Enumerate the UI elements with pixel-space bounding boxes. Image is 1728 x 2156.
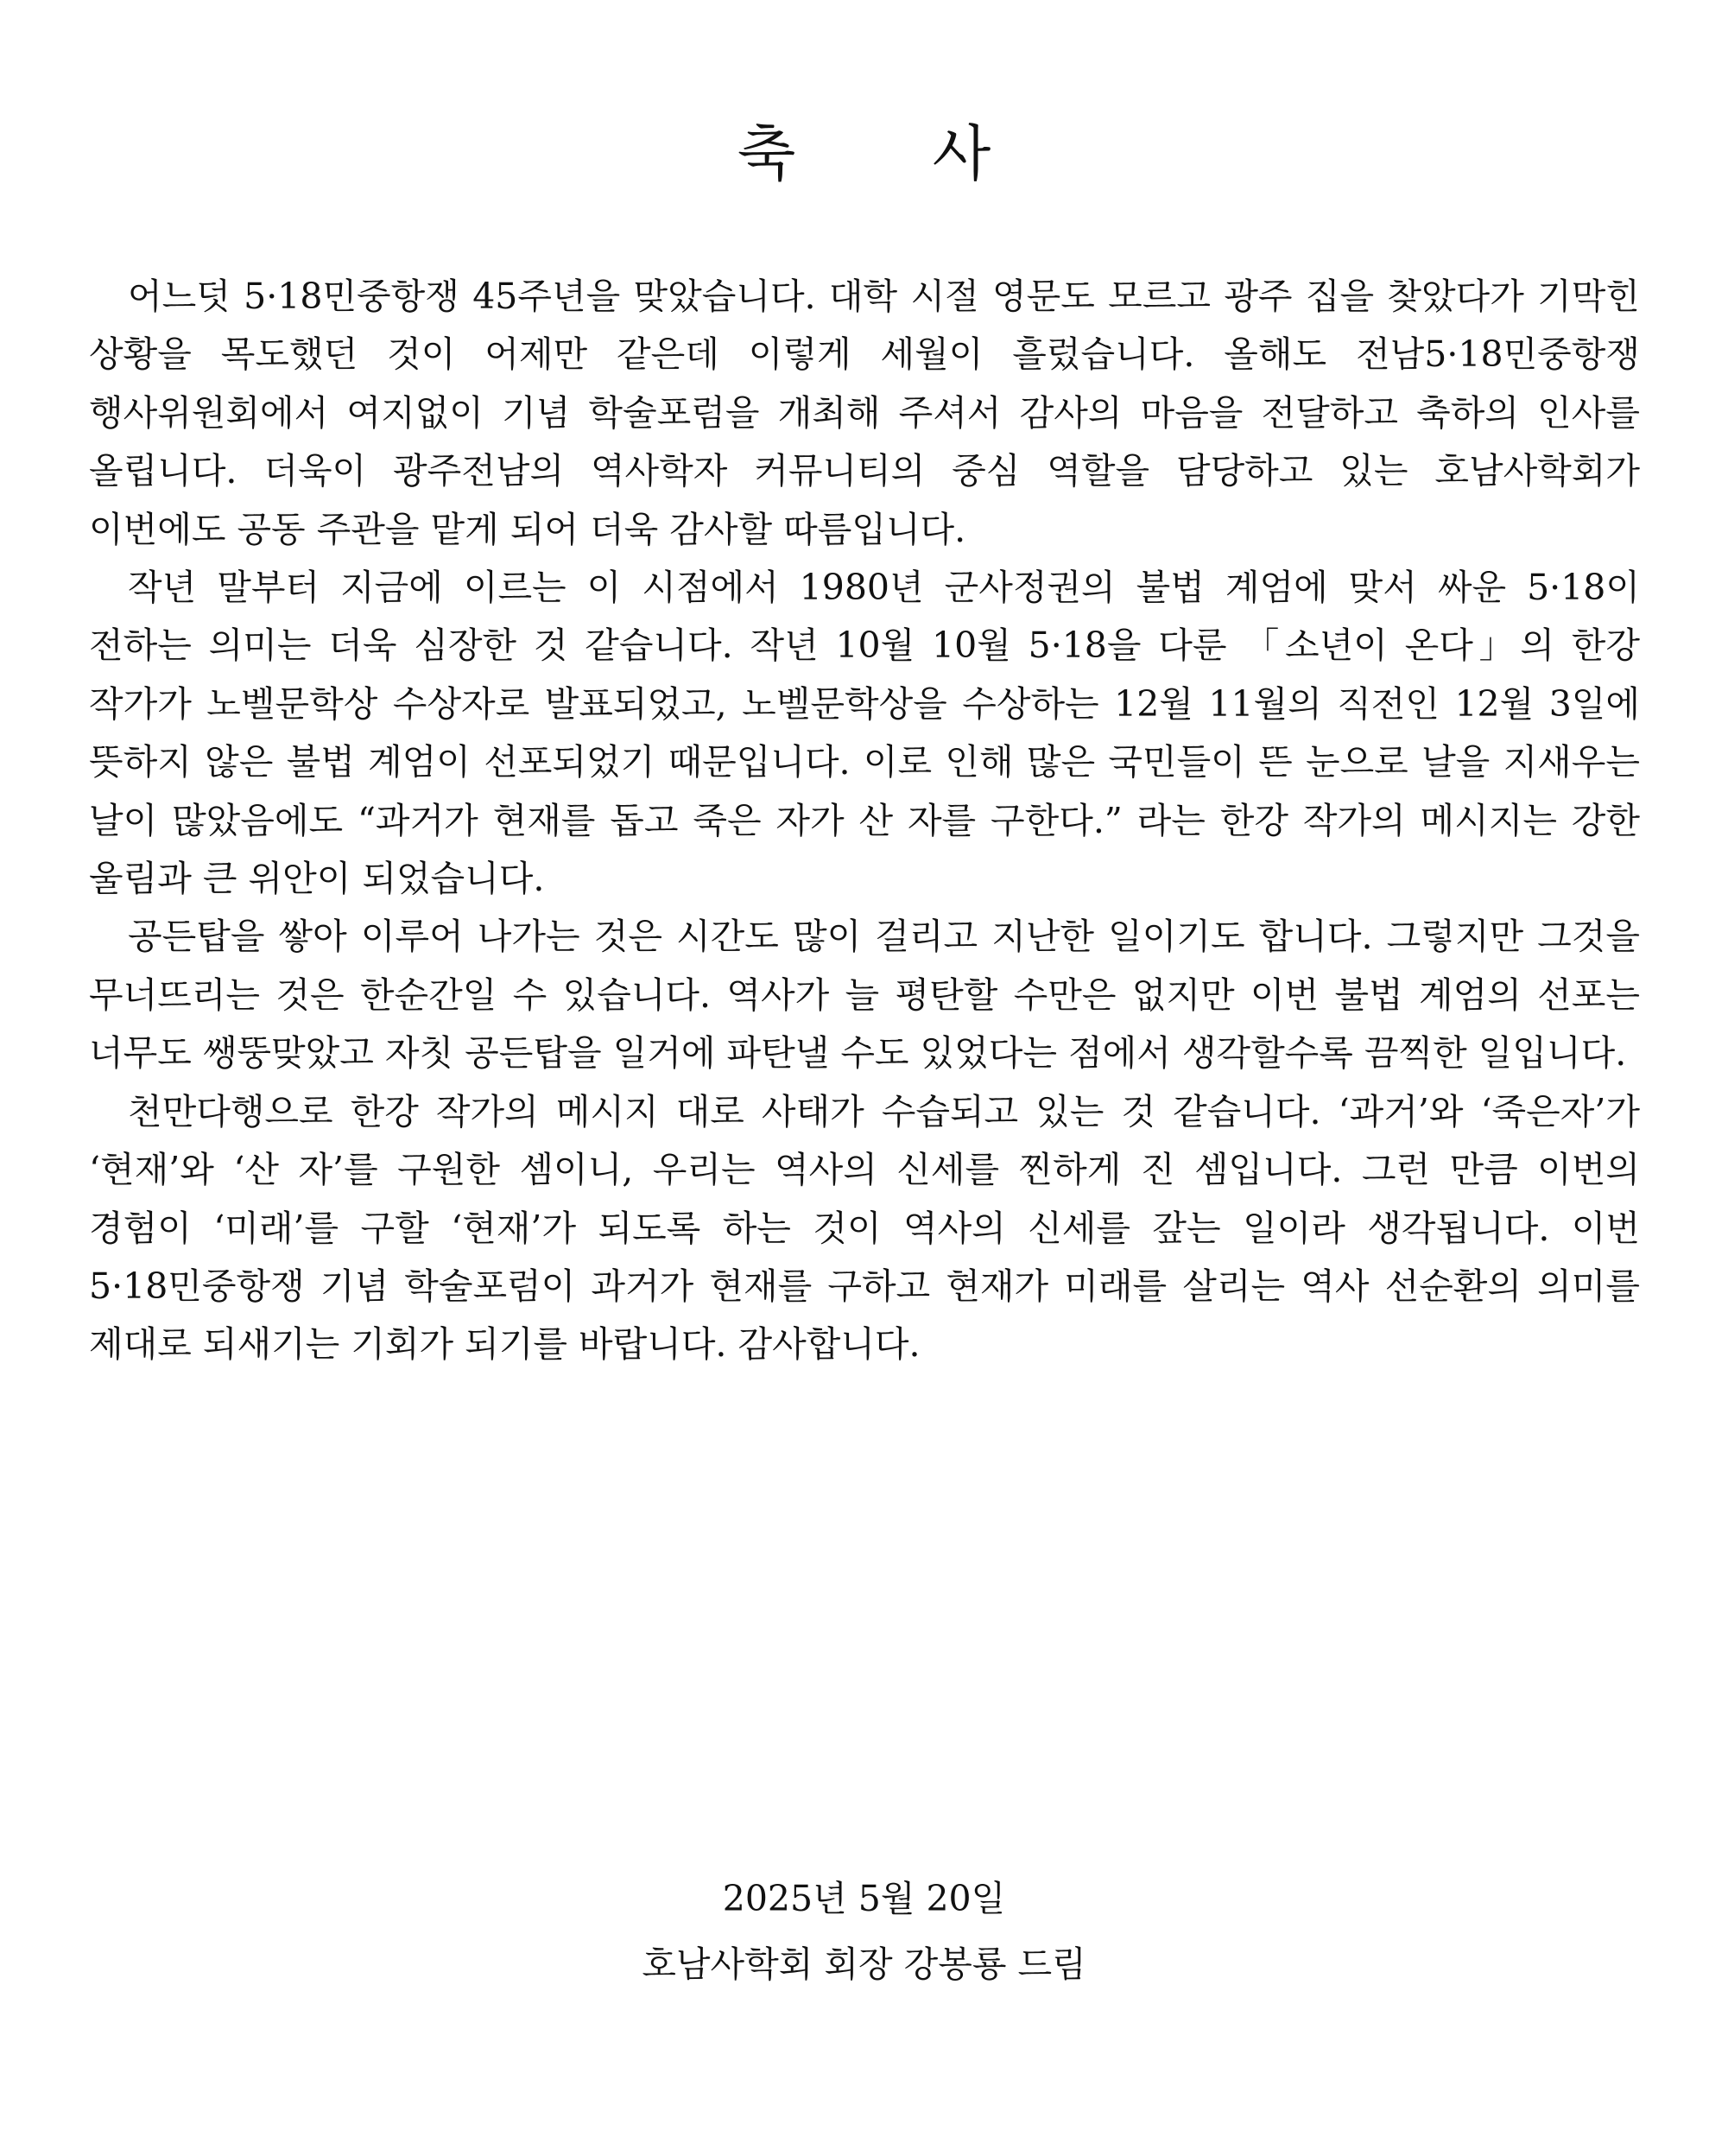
document-body [89, 268, 1640, 1374]
body-paragraph-3: 공든탑을 쌓아 이루어 나가는 것은 시간도 많이 걸리고 지난한 일이기도 합니다. 그렇지만 그것을 무너뜨리는 것은 한순간일 수 있습니다. 역사가 늘 평탄할 수만은 없지만 이번 불법 계엄의 선포는 너무도 쌩뚱맞았고 자칫 공든탑을 일거에 파탄낼 수도 있었다는 점에서 생각할수록 끔찍한 일입니다. [89, 916, 1640, 1075]
document-signature: 호남사학회 회장 강봉룡 드림 [642, 1944, 1086, 1985]
body-paragraph-2: 작년 말부터 지금에 이르는 이 시점에서 1980년 군사정권의 불법 계엄에 맞서 싸운 5·18이 전하는 의미는 더욱 심장한 것 같습니다. 작년 10월 10월 5·18을 다룬 「소년이 온다」의 한강 작가가 노벨문학상 수상자로 발표되었고, 노벨문학상을 수상하는 12월 11월의 직전인 12월 3일에 뜻하지 않은 불법 계엄이 선포되었기 때문입니다. 이로 인해 많은 국민들이 뜬 눈으로 날을 지새우는 날이 많았음에도 “과거가 현재를 돕고 죽은 자가 산 자를 구한다.” 라는 한강 작가의 메시지는 강한 울림과 큰 위안이 되었습니다. [89, 567, 1640, 900]
body-paragraph-4: 천만다행으로 한강 작가의 메시지 대로 사태가 수습되고 있는 것 같습니다. ‘과거’와 ‘죽은자’가 ‘현재’와 ‘산 자’를 구원한 셈이니, 우리는 역사의 신세를 찐하게 진 셈입니다. 그런 만큼 이번의 경험이 ‘미래’를 구할 ‘현재’가 되도록 하는 것이 역사의 신세를 갚는 일이라 생각됩니다. 이번 5·18민중항쟁 기념 학술포럼이 과거가 현재를 구하고 현재가 미래를 살리는 역사 선순환의 의미를 제대로 되새기는 기회가 되기를 바랍니다. 감사합니다. [89, 1090, 1640, 1366]
body-paragraph-1: 어느덧 5·18민중항쟁 45주년을 맞았습니다. 대학 시절 영문도 모르고 광주 집을 찾았다가 기막힌 상황을 목도했던 것이 어제만 같은데 이렇게 세월이 흘렀습니다. 올해도 전남5·18민중항쟁 행사위원회에서 여지없이 기념 학술포럼을 개최해 주셔서 감사의 마음을 전달하고 축하의 인사를 올립니다. 더욱이 광주전남의 역사학자 커뮤니티의 중심 역할을 담당하고 있는 호남사학회가 이번에도 공동 주관을 맡게 되어 더욱 감사할 따름입니다. [89, 276, 1640, 550]
document-date: 2025년 5월 20일 [722, 1878, 1006, 1919]
document-title: 축 사 [737, 118, 1050, 189]
